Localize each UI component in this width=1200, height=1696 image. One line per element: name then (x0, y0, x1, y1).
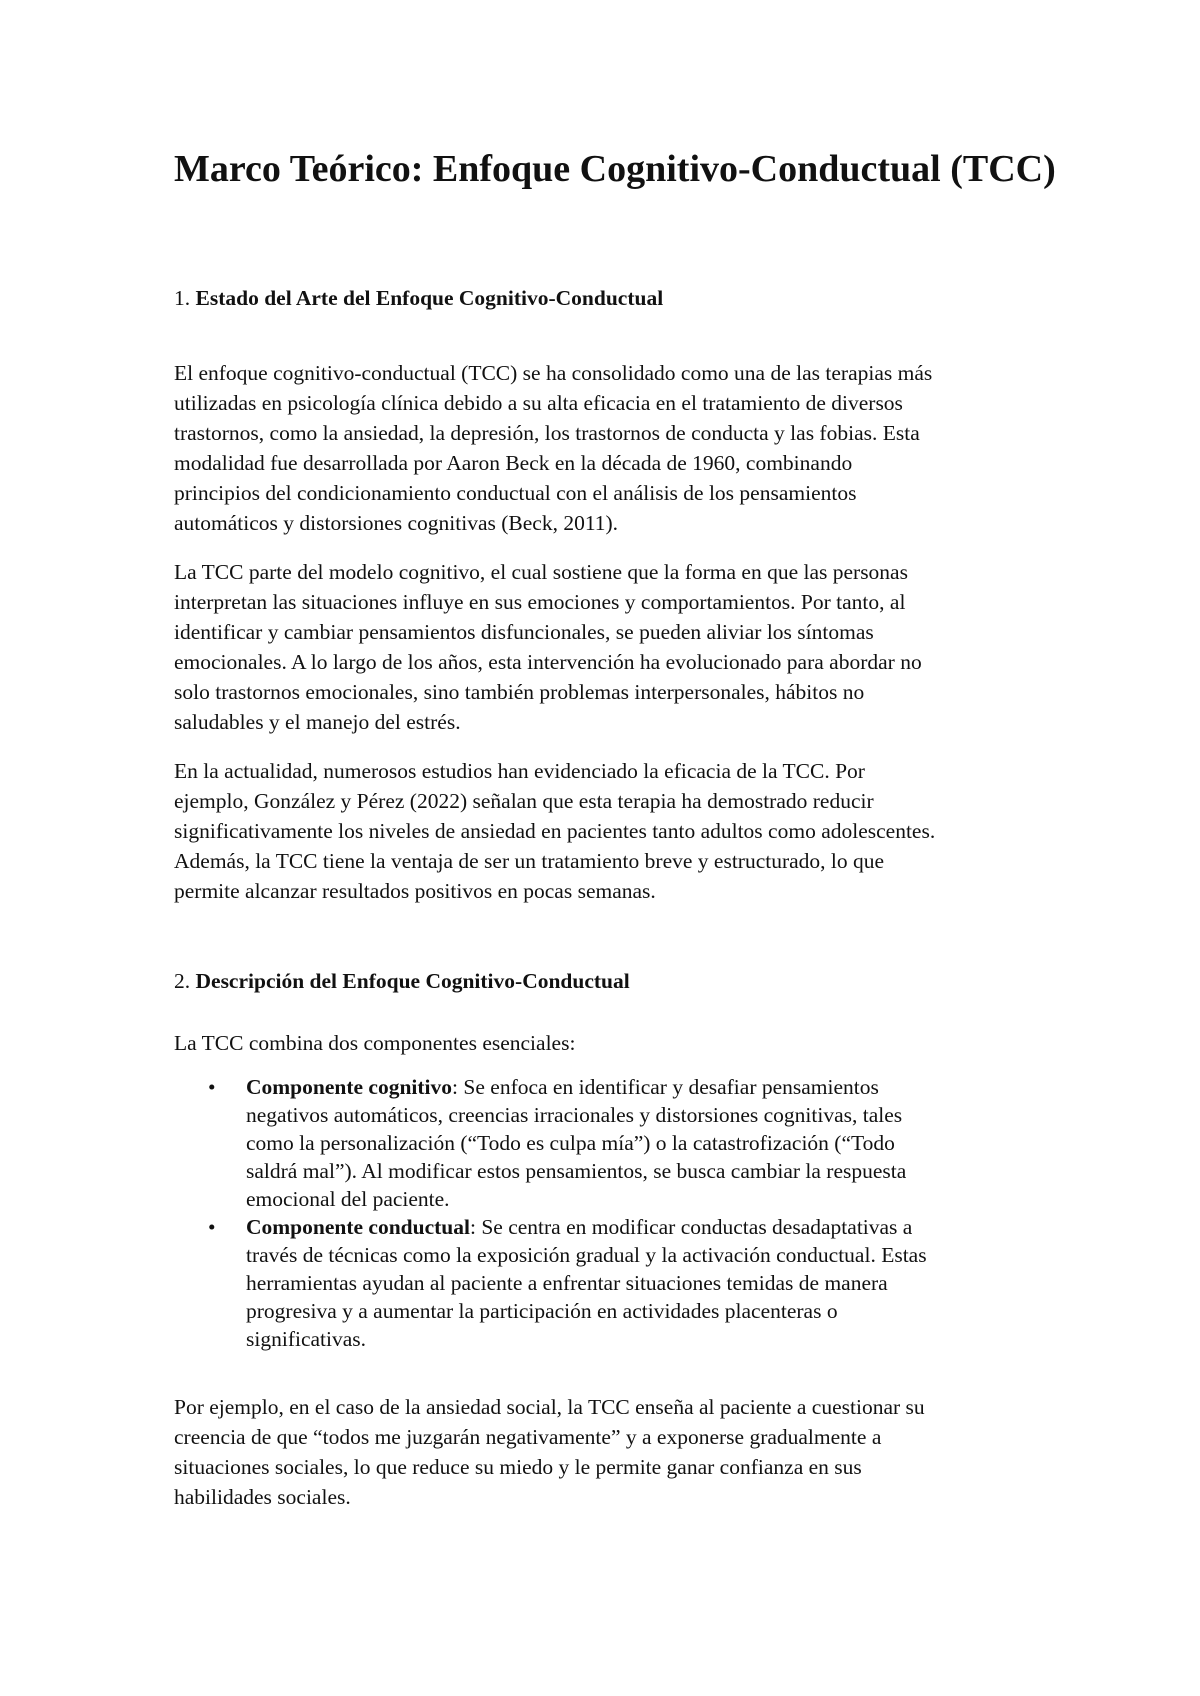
paragraph-line: En la actualidad, numerosos estudios han evidenciado la eficacia de la TCC. Por (174, 759, 865, 783)
section-1-paragraph-3 (174, 756, 1054, 906)
bullet-text: como la personalización (“Todo es culpa mía”) o la catastrofización (“Todo (246, 1131, 895, 1155)
paragraph-line: interpretan las situaciones influye en sus emociones y comportamientos. Por tanto, al (174, 590, 906, 614)
paragraph-line: permite alcanzar resultados positivos en pocas semanas. (174, 879, 656, 903)
paragraph-line: Además, la TCC tiene la ventaja de ser un tratamiento breve y estructurado, lo que (174, 849, 885, 873)
paragraph-line: solo trastornos emocionales, sino también problemas interpersonales, hábitos no (174, 680, 865, 704)
section-2-closing-paragraph (174, 1392, 1054, 1512)
paragraph-line: significativamente los niveles de ansiedad en pacientes tanto adultos como adolescentes. (174, 819, 936, 843)
bullet-text: herramientas ayudan al paciente a enfrentar situaciones temidas de manera (246, 1271, 888, 1295)
paragraph-line: identificar y cambiar pensamientos disfuncionales, se pueden aliviar los síntomas (174, 620, 874, 644)
paragraph-line: trastornos, como la ansiedad, la depresión, los trastornos de conducta y las fobias. Esta (174, 421, 920, 445)
bullet-text: progresiva y a aumentar la participación en actividades placenteras o (246, 1299, 838, 1323)
bullet-text: través de técnicas como la exposición gradual y la activación conductual. Estas (246, 1243, 927, 1267)
section-2-title: Descripción del Enfoque Cognitivo-Conductual (195, 969, 630, 993)
bullet-text: : Se centra en modificar conductas desadaptativas a (469, 1215, 913, 1239)
bullet-text: emocional del paciente. (246, 1187, 450, 1211)
bullet-label: Componente conductual (246, 1215, 470, 1239)
bullet-text: negativos automáticos, creencias irracionales y distorsiones cognitivas, tales (246, 1103, 903, 1127)
paragraph-line: utilizadas en psicología clínica debido a su alta eficacia en el tratamiento de diversos (174, 391, 903, 415)
paragraph-line: La TCC parte del modelo cognitivo, el cual sostiene que la forma en que las personas (174, 560, 908, 584)
section-1-heading (174, 283, 663, 313)
page-title: Marco Teórico: Enfoque Cognitivo-Conductual (TCC) (174, 148, 1056, 190)
section-2-heading (174, 966, 630, 996)
list-item (174, 1073, 1054, 1213)
section-2-intro (174, 1028, 1054, 1058)
section-1-number: 1. (174, 286, 196, 310)
paragraph-line: La TCC combina dos componentes esenciales: (174, 1031, 576, 1055)
paragraph-line: creencia de que “todos me juzgarán negativamente” y a exponerse gradualmente a (174, 1425, 882, 1449)
list-item (174, 1213, 1054, 1353)
paragraph-line: saludables y el manejo del estrés. (174, 710, 461, 734)
component-list (174, 1073, 1054, 1353)
bullet-text: saldrá mal”). Al modificar estos pensamientos, se busca cambiar la respuesta (246, 1159, 907, 1183)
paragraph-line: habilidades sociales. (174, 1485, 351, 1509)
bullet-label: Componente cognitivo (246, 1075, 453, 1099)
paragraph-line: Por ejemplo, en el caso de la ansiedad social, la TCC enseña al paciente a cuestionar su (174, 1395, 925, 1419)
paragraph-line: situaciones sociales, lo que reduce su miedo y le permite ganar confianza en sus (174, 1455, 862, 1479)
bullet-text: : Se enfoca en identificar y desafiar pensamientos (452, 1075, 879, 1099)
bullet-text: significativas. (246, 1327, 367, 1351)
section-1-paragraph-2 (174, 557, 1054, 737)
paragraph-line: emocionales. A lo largo de los años, esta intervención ha evolucionado para abordar no (174, 650, 922, 674)
paragraph-line: ejemplo, González y Pérez (2022) señalan que esta terapia ha demostrado reducir (174, 789, 874, 813)
section-1-paragraph-1 (174, 358, 1054, 538)
paragraph-line: principios del condicionamiento conductual con el análisis de los pensamientos (174, 481, 857, 505)
paragraph-line: El enfoque cognitivo-conductual (TCC) se ha consolidado como una de las terapias más (174, 361, 933, 385)
paragraph-line: modalidad fue desarrollada por Aaron Beck en la década de 1960, combinando (174, 451, 853, 475)
paragraph-line: automáticos y distorsiones cognitivas (Beck, 2011). (174, 511, 619, 535)
bullet-icon: • (208, 1215, 216, 1239)
bullet-icon: • (208, 1075, 216, 1099)
section-1-title: Estado del Arte del Enfoque Cognitivo-Conductual (195, 286, 664, 310)
section-2-number: 2. (174, 969, 196, 993)
